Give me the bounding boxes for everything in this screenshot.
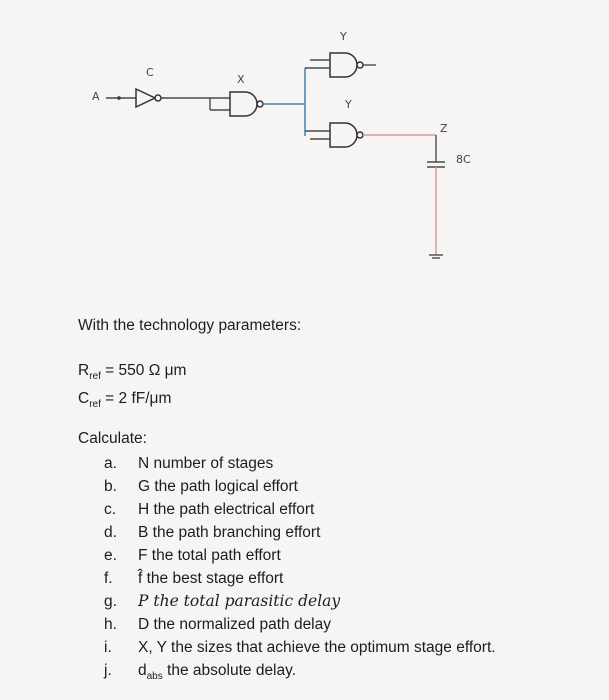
list-item (104, 659, 496, 682)
cref-line (78, 388, 186, 416)
item-marker: j. (104, 662, 112, 679)
cref-symbol: C (78, 390, 90, 408)
question-list (104, 452, 496, 682)
item-text: F the total path effort (138, 547, 281, 564)
item-text: B the path branching effort (138, 524, 321, 541)
list-item (104, 521, 496, 544)
calculate-heading: Calculate: (78, 430, 147, 447)
technology-parameters (78, 360, 186, 416)
node-dot (117, 96, 121, 100)
item-marker: a. (104, 455, 117, 472)
list-item (104, 590, 496, 613)
label-8c: 8C (456, 153, 471, 166)
ground-symbol (429, 255, 443, 258)
label-a: A (92, 90, 100, 103)
item-text (138, 659, 296, 682)
list-item (104, 636, 496, 659)
item-text: G the path logical effort (138, 478, 298, 495)
item-marker: e. (104, 547, 117, 564)
rref-value: = 550 Ω μm (100, 362, 187, 379)
nand-gate-y-mid (330, 123, 363, 147)
rref-subscript: ref (89, 371, 101, 383)
label-y-top: Y (340, 30, 347, 43)
item-text: N number of stages (138, 455, 274, 472)
circuit-diagram (0, 0, 609, 300)
list-item (104, 544, 496, 567)
label-y-mid: Y (345, 98, 352, 111)
item-marker: b. (104, 478, 117, 495)
dabs-text: the absolute delay. (162, 662, 297, 679)
cref-value: = 2 fF/μm (100, 390, 172, 408)
item-text: f̂ the best stage effort (138, 570, 284, 587)
label-x: X (237, 73, 245, 86)
label-z: Z (440, 122, 448, 135)
item-text: H the path electrical effort (138, 501, 315, 518)
list-item (104, 613, 496, 636)
item-text: X, Y the sizes that achieve the optimum stage effort. (138, 639, 496, 656)
label-c: C (146, 66, 154, 79)
capacitor-symbol (427, 162, 445, 167)
rref-line (78, 360, 186, 388)
item-marker: i. (104, 639, 112, 656)
list-item (104, 452, 496, 475)
list-item (104, 475, 496, 498)
item-marker: h. (104, 616, 117, 633)
item-marker: c. (104, 501, 117, 518)
list-item (104, 498, 496, 521)
item-text: D the normalized path delay (138, 616, 332, 633)
item-marker: g. (104, 593, 117, 610)
nand-gate-x (230, 92, 263, 116)
intro-text: With the technology parameters: (78, 317, 302, 334)
item-marker: f. (104, 570, 113, 587)
item-text: P the total parasitic delay (138, 592, 341, 610)
list-item (104, 567, 496, 590)
cref-subscript: ref (89, 399, 101, 411)
dabs-symbol: d (138, 662, 147, 679)
item-marker: d. (104, 524, 117, 541)
inverter-gate (136, 89, 161, 107)
rref-symbol: R (78, 362, 90, 379)
nand-gate-y-top (330, 53, 363, 77)
dabs-subscript: abs (146, 671, 163, 683)
